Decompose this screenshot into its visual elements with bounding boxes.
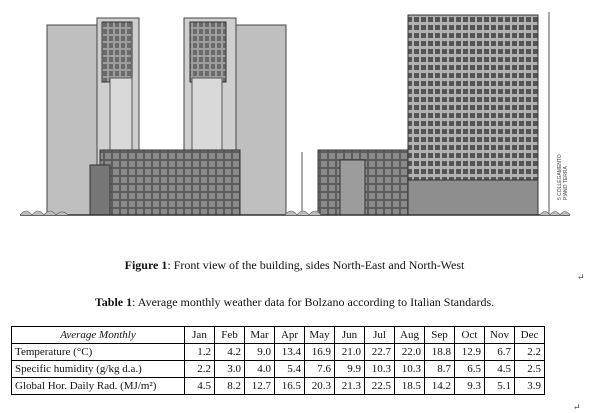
table-cell: 4.5 [185,378,215,395]
month-header: Aug [395,327,425,344]
middle-building [318,150,410,215]
table-cell: 6.7 [485,344,515,361]
table-cell: 5.1 [485,378,515,395]
table-cell: 5.4 [275,361,305,378]
month-header: Oct [455,327,485,344]
table-cell: 20.3 [305,378,335,395]
table-cell: 4.0 [245,361,275,378]
table-cell: 18.5 [395,378,425,395]
table-cell: 4.2 [215,344,245,361]
table-cell: 18.8 [425,344,455,361]
row-label: Global Hor. Daily Rad. (MJ/m²) [12,378,185,395]
table-cell: 21.0 [335,344,365,361]
table-row [12,361,545,378]
month-header: May [305,327,335,344]
table-cell: 22.0 [395,344,425,361]
table-cell: 9.0 [245,344,275,361]
table-cell: 2.2 [515,344,545,361]
table-caption-text: : Average monthly weather data for Bolzano according to Italian Standards. [132,295,495,309]
table-cell: 7.6 [305,361,335,378]
table-cell: 22.7 [365,344,395,361]
table-cell: 6.5 [455,361,485,378]
table-header-row [12,327,545,344]
figure-caption [0,258,589,273]
left-building [47,18,286,215]
figure-caption-label: Figure 1 [124,258,168,272]
drawing-annotation: 5 COLLEGAMENTO [557,154,563,200]
table-cell: 10.3 [395,361,425,378]
table-cell: 22.5 [365,378,395,395]
month-header: Mar [245,327,275,344]
drawing-annotation: PIANO TERRA [563,166,569,200]
weather-data-table [11,326,545,395]
paragraph-mark: ↵ [573,402,581,412]
table-cell: 3.9 [515,378,545,395]
table-cell: 1.2 [185,344,215,361]
table-caption [0,295,589,310]
table-cell: 9.3 [455,378,485,395]
table-corner-header: Average Monthly [12,327,185,344]
table-cell: 3.0 [215,361,245,378]
table-cell: 21.3 [335,378,365,395]
table-cell: 8.7 [425,361,455,378]
table-cell: 14.2 [425,378,455,395]
table-caption-label: Table 1 [94,295,133,309]
paragraph-mark: ↵ [577,272,585,282]
figure-caption-text: : Front view of the building, sides North-East and North-West [167,258,465,272]
table-cell: 4.5 [485,361,515,378]
table-cell: 10.3 [365,361,395,378]
row-label: Temperature (°C) [12,344,185,361]
table-cell: 8.2 [215,378,245,395]
table-cell: 12.7 [245,378,275,395]
table-cell: 13.4 [275,344,305,361]
table-cell: 9.9 [335,361,365,378]
month-header: Sep [425,327,455,344]
table-row [12,378,545,395]
month-header: Jun [335,327,365,344]
table-cell: 16.5 [275,378,305,395]
month-header: Feb [215,327,245,344]
month-header: Jul [365,327,395,344]
table-row [12,344,545,361]
month-header: Nov [485,327,515,344]
table-cell: 16.9 [305,344,335,361]
table-cell: 2.5 [515,361,545,378]
month-header: Apr [275,327,305,344]
table-cell: 12.9 [455,344,485,361]
row-label: Specific humidity (g/kg d.a.) [12,361,185,378]
table-cell: 2.2 [185,361,215,378]
month-header: Dec [515,327,545,344]
month-header: Jan [185,327,215,344]
